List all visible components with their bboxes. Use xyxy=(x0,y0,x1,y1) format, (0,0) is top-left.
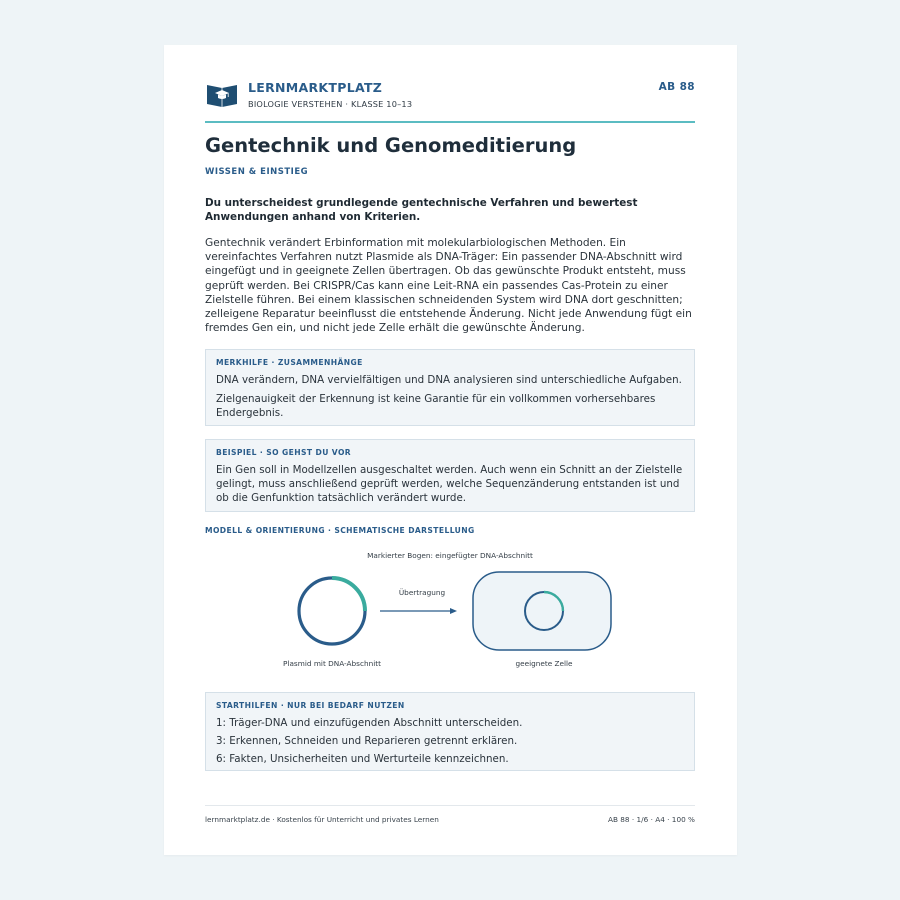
transfer-arrow xyxy=(380,608,457,614)
starthilfen-box xyxy=(205,692,695,771)
starthilfe-item: 1: Träger-DNA und einzufügenden Abschnitt unterscheiden. xyxy=(216,717,523,729)
learning-goal: Du unterscheidest grundlegende gentechnische Verfahren und bewertest Anwendungen anhand von Kriterien. xyxy=(205,197,638,223)
beispiel-label: BEISPIEL · SO GEHST DU VOR xyxy=(216,448,352,457)
header-divider xyxy=(205,121,695,123)
footer-site-note: lernmarktplatz.de · Kostenlos für Unterricht und privates Lernen xyxy=(205,815,439,824)
diagram-top-caption: Markierter Bogen: eingefügter DNA-Abschnitt xyxy=(367,551,533,560)
starthilfe-item: 6: Fakten, Unsicherheiten und Werturteile kennzeichnen. xyxy=(216,752,509,765)
page-title: Gentechnik und Genomeditierung xyxy=(205,134,577,157)
model-section-label: MODELL & ORIENTIERUNG · SCHEMATISCHE DARSTELLUNG xyxy=(205,526,475,535)
plasmid-transfer-diagram xyxy=(205,545,695,675)
merkhilfe-box xyxy=(205,349,695,426)
section-kicker: WISSEN & EINSTIEG xyxy=(205,167,309,177)
brand-subtitle: BIOLOGIE VERSTEHEN · KLASSE 10–13 xyxy=(248,99,413,109)
beispiel-box xyxy=(205,439,695,512)
merkhilfe-item: DNA verändern, DNA vervielfältigen und DNA analysieren sind unterschiedliche Aufgaben. xyxy=(216,374,682,386)
starthilfe-item: 3: Erkennen, Schneiden und Reparieren getrennt erklären. xyxy=(216,734,518,747)
plasmid-caption: Plasmid mit DNA-Abschnitt xyxy=(283,659,381,668)
footer-page-info: AB 88 · 1/6 · A4 · 100 % xyxy=(607,815,695,824)
arrow-caption: Übertragung xyxy=(398,588,446,597)
book-graduation-cap-icon xyxy=(206,81,238,107)
brand-name: LERNMARKTPLATZ xyxy=(248,80,383,95)
cell-caption: geeignete Zelle xyxy=(515,659,573,668)
intro-paragraph: Gentechnik verändert Erbinformation mit molekularbiologischen Methoden. Ein vereinfachtes Verfahren nutzt Plasmide als DNA-Träger: Ein passender DNA-Abschnitt wird eingefügt und in geeignete Zellen übertragen. Ob das gewünschte Produkt entsteht, muss geprüft werden. Bei CRISPR/Cas kann eine Leit-RNA ein passendes Cas-Protein zu einer Zielstelle führen. Bei einem klassischen schneidenden System wird DNA dort geschnitten; zelleigene Reparatur beeinflusst die entstehende Änderung. Nicht jede Anwendung fügt ein fremdes Gen ein, und nicht jede Zelle erhält die gewünschte Änderung. xyxy=(205,237,692,335)
worksheet-header xyxy=(205,80,695,122)
sheet-number: AB 88 xyxy=(658,81,695,93)
target-cell xyxy=(473,572,611,650)
footer-divider xyxy=(205,805,695,806)
beispiel-text: Ein Gen soll in Modellzellen ausgeschaltet werden. Auch wenn ein Schnitt an der Zielstelle gelingt, muss anschließend geprüft werden, welche Sequenzänderung entstanden ist und ob die Genfunktion tatsächlich verändert wurde. xyxy=(216,464,683,504)
starthilfen-label: STARTHILFEN · NUR BEI BEDARF NUTZEN xyxy=(216,701,405,710)
merkhilfe-item: Zielgenauigkeit der Erkennung ist keine Garantie für ein vollkommen vorhersehbares Endergebnis. xyxy=(216,392,656,419)
plasmid-ring xyxy=(299,578,365,644)
merkhilfe-label: MERKHILFE · ZUSAMMENHÄNGE xyxy=(216,358,363,367)
worksheet-page xyxy=(164,45,737,855)
